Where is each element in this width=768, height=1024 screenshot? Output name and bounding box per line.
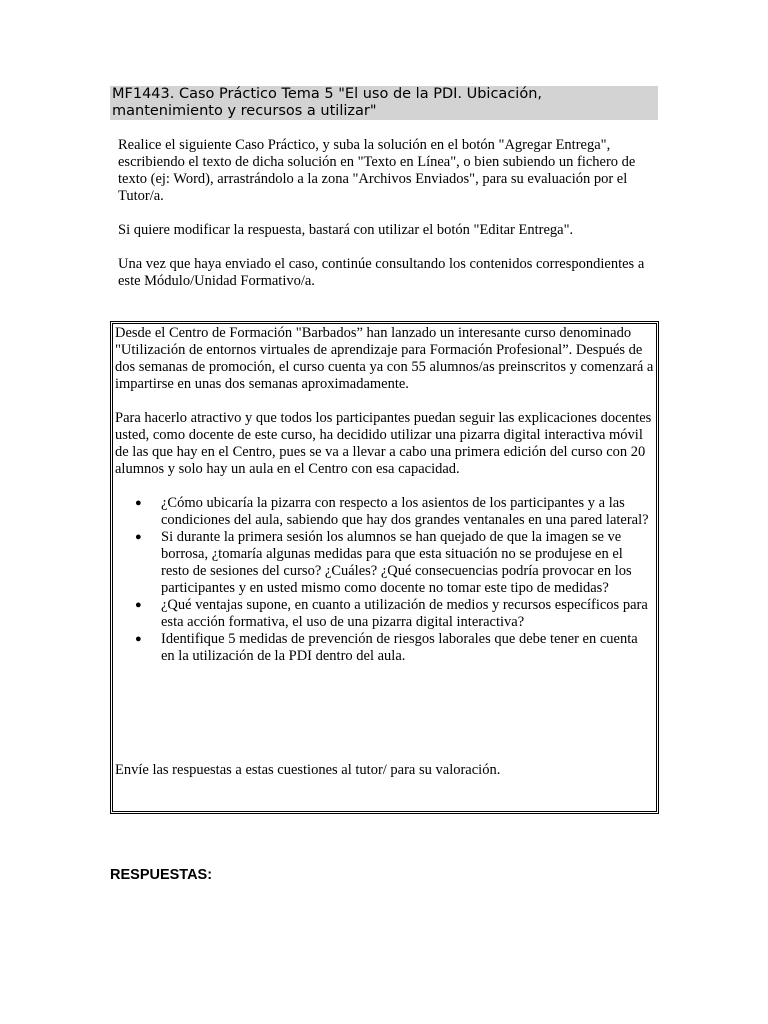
bullet-icon: ● bbox=[135, 531, 142, 543]
question-text: Identifique 5 medidas de prevención de riesgos laborales que debe tener en cuenta en la utilización de la PDI dentro del aula. bbox=[161, 631, 638, 664]
question-text: ¿Qué ventajas supone, en cuanto a utilización de medios y recursos específicos para esta acción formativa, el uso de una pizarra digital interactiva? bbox=[161, 597, 648, 630]
question-item bbox=[115, 529, 654, 597]
question-item bbox=[115, 631, 654, 665]
document-title: MF1443. Caso Práctico Tema 5 "El uso de la PDI. Ubicación, mantenimiento y recursos a utilizar" bbox=[110, 86, 658, 120]
instructions-paragraph-edit: Si quiere modificar la respuesta, bastará con utilizar el botón "Editar Entrega". bbox=[118, 222, 574, 238]
instructions-paragraph-submit: Realice el siguiente Caso Práctico, y suba la solución en el botón "Agregar Entrega", escribiendo el texto de dicha solución en "Texto en Línea", o bien subiendo un fichero de texto (ej: Word), arrastrándolo a la zona "Archivos Enviados", para su evaluación por el Tutor/a. bbox=[118, 137, 636, 204]
case-paragraph-scenario: Para hacerlo atractivo y que todos los participantes puedan seguir las explicaciones docentes usted, como docente de este curso, ha decidido utilizar una pizarra digital interactiva móvil de las que hay en el Centro, pues se va a llevar a cabo una primera edición del curso con 20 alumnos y solo hay un aula en el Centro con esa capacidad. bbox=[115, 410, 652, 477]
question-text: Si durante la primera sesión los alumnos se han quejado de que la imagen se ve borrosa, ¿tomaría algunas medidas para que esta situación no se produjese en el resto de sesiones del curso? ¿Cuáles? ¿Qué consecuencias podría provocar en los participantes y en usted mismo como docente no tomar este tipo de medidas? bbox=[161, 529, 632, 596]
instructions-section bbox=[118, 137, 658, 307]
answers-heading: RESPUESTAS: bbox=[110, 867, 213, 883]
bullet-icon: ● bbox=[135, 497, 142, 509]
question-item bbox=[115, 495, 654, 529]
bullet-icon: ● bbox=[135, 633, 142, 645]
question-item bbox=[115, 597, 654, 631]
case-study-box bbox=[110, 321, 659, 814]
question-text: ¿Cómo ubicaría la pizarra con respecto a los asientos de los participantes y a las condiciones del aula, sabiendo que hay dos grandes ventanales en una pared lateral? bbox=[161, 495, 649, 528]
instructions-paragraph-continue: Una vez que haya enviado el caso, continúe consultando los contenidos correspondientes a este Módulo/Unidad Formativo/a. bbox=[118, 256, 645, 289]
bullet-icon: ● bbox=[135, 599, 142, 611]
case-paragraph-context: Desde el Centro de Formación "Barbados” han lanzado un interesante curso denominado "Utilización de entornos virtuales de aprendizaje para Formación Profesional”. Después de dos semanas de promoción, el curso cuenta ya con 55 alumnos/as preinscritos y comenzará a impartirse en unas dos semanas aproximadamente. bbox=[115, 325, 654, 392]
questions-list bbox=[115, 495, 654, 665]
case-closing-instruction: Envíe las respuestas a estas cuestiones al tutor/ para su valoración. bbox=[115, 762, 501, 778]
